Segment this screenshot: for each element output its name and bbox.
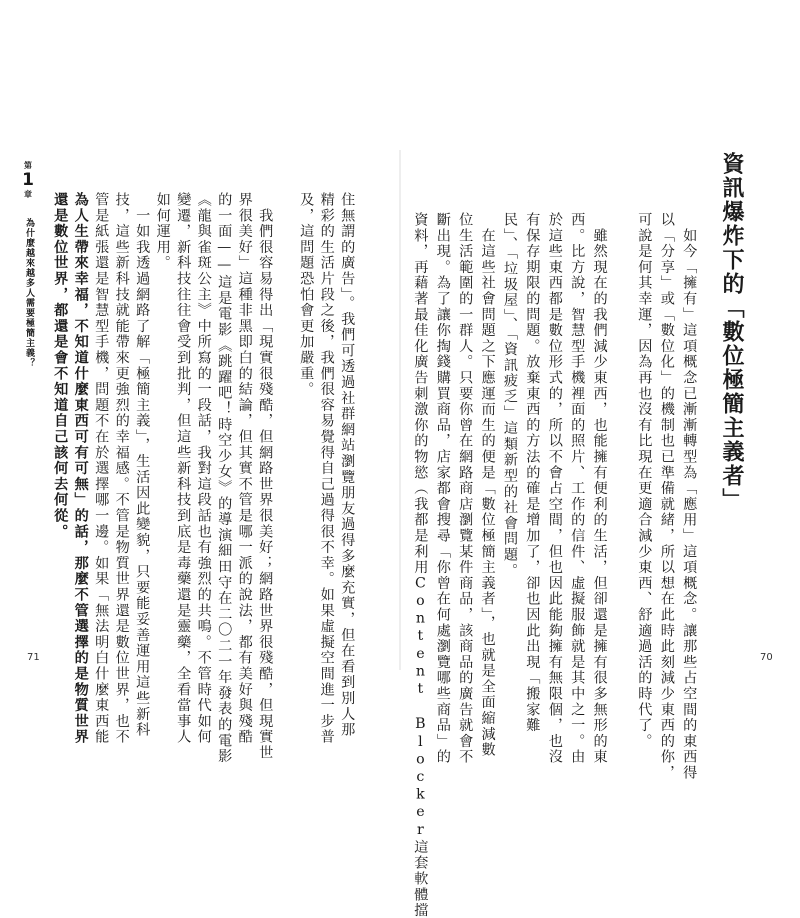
right-page-text-column: 資料，再藉著最佳化廣告刺激你的物慾（我都是利用Content Blocker這套軟體擋 <box>412 212 429 918</box>
right-page-text-column: 斷出現。為了讓你掏錢購買商品，店家都會搜尋「你曾在何處瀏覽哪些商品」的 <box>434 212 451 765</box>
left-page-text-column: 我們很容易得出「現實很殘酷，但網路世界很美好；網路世界很殘酷，但現實世 <box>257 192 274 761</box>
left-page-text-column: 為人生帶來幸福，不知道什麼東西可有可無」的話，那麼不管選擇的是物質世界 <box>72 192 89 745</box>
right-page-text-column: 西。比方說，智慧型手機裡面的照片、工作的信件、虛擬服飾就是其中之一。由 <box>569 212 586 765</box>
chapter-label-top: 第 <box>24 161 32 170</box>
chapter-label-bottom: 章 <box>24 190 32 199</box>
left-page-text-column: 技，這些新科技就能帶來更強烈的幸福感。不管是物質世界還是數位世界，也不 <box>113 192 130 745</box>
right-page-text-column: 在這些社會問題之下應運而生的便是「數位極簡主義者」，也就是全面縮減數 <box>479 212 496 758</box>
left-page-text-column: 還是數位世界，都還是會不知道自己該何去何從。 <box>52 192 69 540</box>
right-page-text-column: 可說是何其幸運，因為再也沒有比現在更適合減少東西、舒適過活的時代了。 <box>636 212 653 750</box>
right-page-text-column: 於這些東西都是數位形式的，所以不會占空間，但也因此能夠擁有無限個，也沒 <box>546 212 563 765</box>
left-page-text-column: 如何運用。 <box>154 192 171 271</box>
chapter-marker <box>16 160 40 200</box>
left-page-text-column: 變遷，新科技往往會受到批判，但這些新科技到底是毒藥還是靈藥，全看當事人 <box>175 192 192 745</box>
right-page-text-column: 如今「擁有」這項概念已漸漸轉型為「應用」這項概念。讓那些占空間的東西得 <box>681 212 698 781</box>
left-page-text-column: 一如我透過網路了解「極簡主義」，生活因此變貌，只要能妥善運用這些新科 <box>134 192 151 738</box>
right-page-text-column: 位生活範圍的一群人。只要你曾在網路商店瀏覽某件商品，該商品的廣告就會不 <box>457 212 474 765</box>
right-page-text-column: 民」、「垃圾屋」、「資訊疲乏」這類新型的社會問題。 <box>502 212 518 579</box>
left-page-text-column: 住無謂的廣告」。我們可透過社群網站瀏覽朋友過得多麼充實，但在看到別人那 <box>339 192 356 738</box>
right-page-text-column: 雖然現在的我們減少東西，也能擁有便利的生活，但卻還是擁有很多無形的東 <box>591 212 608 765</box>
page-number-right: 70 <box>760 652 773 663</box>
section-title: 資訊爆炸下的「數位極簡主義者」 <box>719 152 744 512</box>
chapter-number: 1 <box>22 170 34 190</box>
left-page-text-column: 《龍與雀斑公主》中所寫的一段話，我對這段話也有強烈的共鳴。不管時代如何 <box>195 192 212 745</box>
running-head: 為什麼越來越多人需要極簡主義？ <box>24 218 34 368</box>
left-page-text-column: 精彩的生活片段之後，我們很容易覺得自己過得很不幸。如果虛擬空間進一步普 <box>318 192 335 745</box>
left-page-text-column: 管是紙張還是智慧型手機，問題不在於選擇哪一邊。如果「無法明白什麼東西能 <box>93 192 110 745</box>
page-number-left: 71 <box>27 652 40 663</box>
right-page-text-column: 以「分享」或「數位化」的機制也已準備就緒，所以想在此時此刻減少東西的你， <box>658 212 675 781</box>
left-page-text-column: 界很美好」這種非黑即白的結論，但其實不管是哪一派的說法，都有美好與殘酷 <box>236 192 253 745</box>
page-gutter <box>399 150 401 670</box>
left-page-text-column: 的一面——這是電影《跳躍吧！時空少女》的導演細田守在二〇二一年發表的電影 <box>216 192 233 765</box>
left-page-text-column: 及，這問題恐怕會更加嚴重。 <box>298 192 315 398</box>
right-page-text-column: 有保存期限的問題。放棄東西的方法的確是增加了，卻也因此出現「搬家難 <box>524 212 541 734</box>
